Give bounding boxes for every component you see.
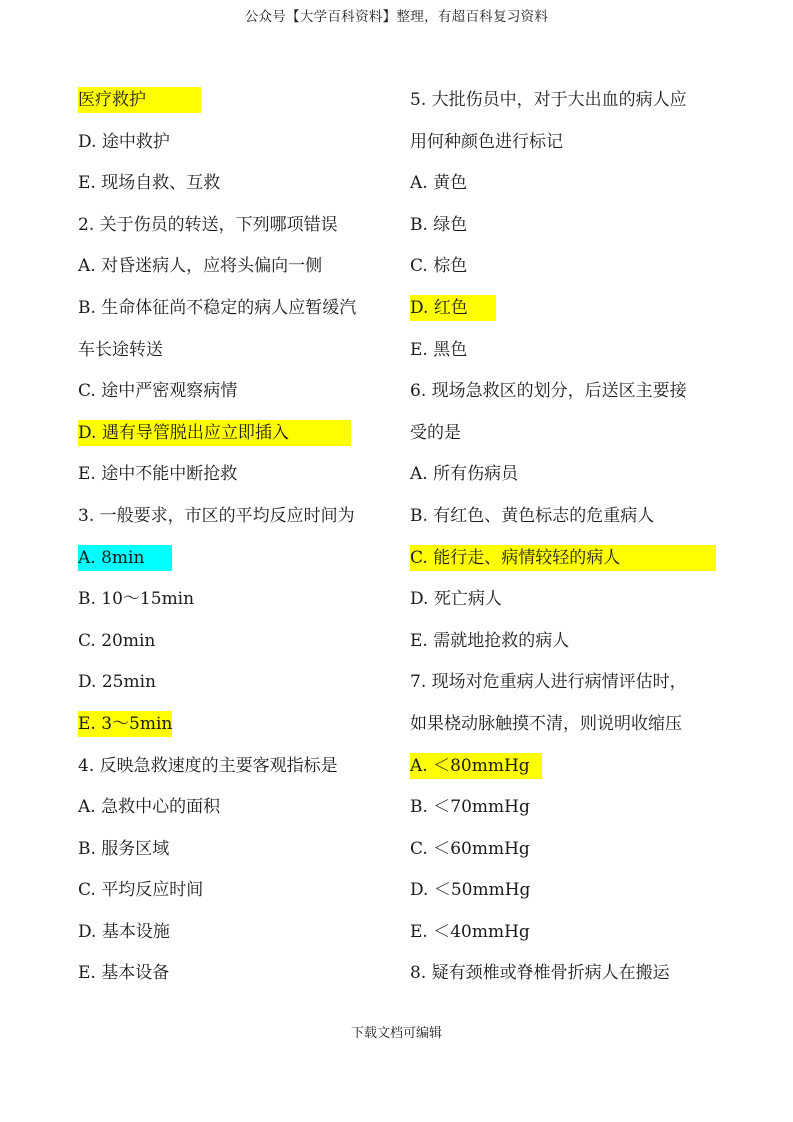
- right-column-line: [410, 371, 730, 413]
- line-text: 4. 反映急救速度的主要客观指标是: [78, 755, 338, 776]
- highlighted-answer-text: D. 遇有导管脱出应立即插入: [78, 420, 351, 446]
- line-text: D. ＜50mmHg: [410, 880, 531, 901]
- right-column-line: [410, 746, 730, 788]
- right-column-line: [410, 538, 730, 580]
- left-column-line: [78, 288, 398, 330]
- left-column-line: [78, 829, 398, 871]
- right-column-line: [410, 330, 730, 372]
- line-text: A. 对昏迷病人，应将头偏向一侧: [78, 256, 323, 277]
- right-column-line: [410, 205, 730, 247]
- left-column-line: [78, 371, 398, 413]
- line-text: B. 服务区域: [78, 838, 170, 859]
- right-column-line: [410, 829, 730, 871]
- left-column-line: [78, 538, 398, 580]
- right-column-line: [410, 122, 730, 164]
- line-text: A. 黄色: [410, 173, 468, 194]
- line-text: D. 死亡病人: [410, 589, 502, 610]
- left-column-line: [78, 413, 398, 455]
- highlighted-answer-text: 医疗救护: [78, 87, 201, 113]
- line-text: E. 现场自救、互救: [78, 173, 221, 194]
- line-text: A. 所有伤病员: [410, 464, 519, 485]
- left-column-line: [78, 454, 398, 496]
- line-text: B. 绿色: [410, 214, 468, 235]
- line-text: D. 25min: [78, 672, 156, 693]
- right-column-line: [410, 662, 730, 704]
- line-text: C. 途中严密观察病情: [78, 381, 238, 402]
- highlighted-answer-text: C. 能行走、病情较轻的病人: [410, 545, 716, 571]
- line-text: 2. 关于伤员的转送，下列哪项错误: [78, 214, 338, 235]
- line-text: C. ＜60mmHg: [410, 838, 530, 859]
- right-column-line: [410, 80, 730, 122]
- line-text: 6. 现场急救区的划分，后送区主要接: [410, 381, 687, 402]
- line-text: B. ＜70mmHg: [410, 797, 530, 818]
- line-text: C. 20min: [78, 630, 156, 651]
- right-column-line: [410, 579, 730, 621]
- right-column-line: [410, 621, 730, 663]
- right-column-line: [410, 163, 730, 205]
- left-column-line: [78, 579, 398, 621]
- line-text: 用何种颜色进行标记: [410, 131, 563, 152]
- highlighted-answer-text: E. 3～5min: [78, 711, 172, 737]
- left-column: [78, 80, 398, 995]
- right-column: [410, 80, 730, 995]
- left-column-line: [78, 205, 398, 247]
- line-text: E. 途中不能中断抢救: [78, 464, 238, 485]
- line-text: D. 途中救护: [78, 131, 170, 152]
- page-header: 公众号【大学百科资料】整理，有超百科复习资料: [244, 9, 549, 25]
- line-text: E. 需就地抢救的病人: [410, 630, 570, 651]
- right-column-line: [410, 413, 730, 455]
- left-column-line: [78, 662, 398, 704]
- right-column-line: [410, 787, 730, 829]
- left-column-line: [78, 704, 398, 746]
- highlighted-answer-text: A. ＜80mmHg: [410, 753, 542, 779]
- line-text: B. 生命体征尚不稳定的病人应暂缓汽: [78, 297, 357, 318]
- line-text: B. 10～15min: [78, 589, 195, 610]
- right-column-line: [410, 454, 730, 496]
- left-column-line: [78, 787, 398, 829]
- right-column-line: [410, 496, 730, 538]
- right-column-line: [410, 953, 730, 995]
- right-column-line: [410, 704, 730, 746]
- line-text: 车长途转送: [78, 339, 163, 360]
- line-text: A. 急救中心的面积: [78, 797, 221, 818]
- right-column-line: [410, 246, 730, 288]
- line-text: E. 基本设备: [78, 963, 170, 984]
- line-text: E. ＜40mmHg: [410, 921, 530, 942]
- right-column-line: [410, 288, 730, 330]
- highlighted-answer-text: D. 红色: [410, 295, 496, 321]
- line-text: C. 平均反应时间: [78, 880, 204, 901]
- left-column-line: [78, 746, 398, 788]
- line-text: D. 基本设施: [78, 921, 170, 942]
- left-column-line: [78, 870, 398, 912]
- left-column-line: [78, 246, 398, 288]
- line-text: 3. 一般要求，市区的平均反应时间为: [78, 505, 355, 526]
- page-footer: 下载文档可编辑: [350, 1026, 442, 1041]
- right-column-line: [410, 870, 730, 912]
- line-text: B. 有红色、黄色标志的危重病人: [410, 505, 655, 526]
- left-column-line: [78, 330, 398, 372]
- left-column-line: [78, 621, 398, 663]
- line-text: 受的是: [410, 422, 461, 443]
- left-column-line: [78, 80, 398, 122]
- line-text: 8. 疑有颈椎或脊椎骨折病人在搬运: [410, 963, 670, 984]
- left-column-line: [78, 496, 398, 538]
- right-column-line: [410, 912, 730, 954]
- line-text: E. 黑色: [410, 339, 468, 360]
- left-column-line: [78, 953, 398, 995]
- left-column-line: [78, 163, 398, 205]
- left-column-line: [78, 912, 398, 954]
- line-text: C. 棕色: [410, 256, 468, 277]
- highlighted-answer-text: A. 8min: [78, 545, 172, 571]
- line-text: 如果桡动脉触摸不清，则说明收缩压: [410, 713, 682, 734]
- line-text: 7. 现场对危重病人进行病情评估时，: [410, 672, 687, 693]
- left-column-line: [78, 122, 398, 164]
- line-text: 5. 大批伤员中，对于大出血的病人应: [410, 90, 687, 110]
